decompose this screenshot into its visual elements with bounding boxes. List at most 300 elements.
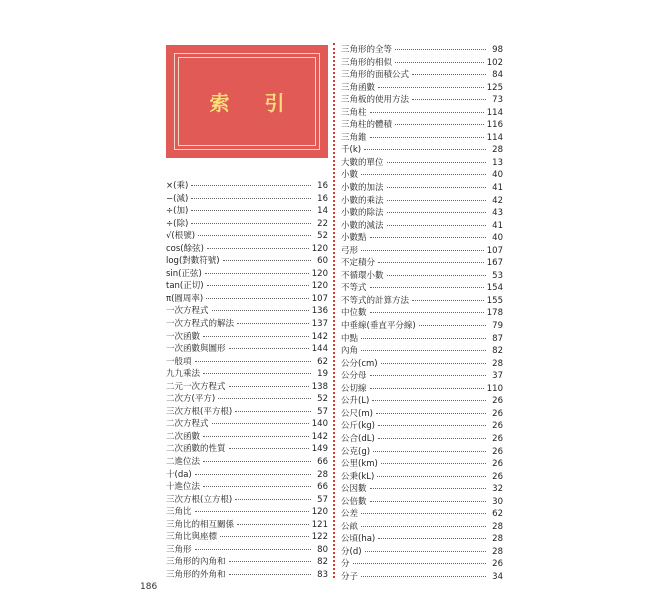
index-entry <box>166 368 328 381</box>
dot-leader <box>203 336 309 337</box>
index-entry <box>166 481 328 494</box>
index-entry <box>166 280 328 293</box>
dot-leader <box>203 461 311 462</box>
dot-leader <box>370 501 486 502</box>
index-page-number: 40 <box>492 233 503 244</box>
dot-leader <box>191 185 311 186</box>
index-term: 小數點 <box>341 233 367 244</box>
index-entry <box>341 132 503 145</box>
index-entry <box>341 533 503 546</box>
index-entry <box>341 483 503 496</box>
index-term: −(減) <box>166 193 189 204</box>
dot-leader <box>191 198 311 199</box>
index-page-number: 79 <box>492 321 503 332</box>
index-entry <box>341 558 503 571</box>
index-entry <box>166 193 328 206</box>
dot-leader <box>203 373 311 374</box>
index-term: ÷(除) <box>166 218 189 229</box>
dot-leader <box>229 386 309 387</box>
index-entry <box>166 381 328 394</box>
index-term: 大數的單位 <box>341 157 384 168</box>
dot-leader <box>378 262 484 263</box>
index-term: 二次方程式 <box>166 419 209 430</box>
dot-leader <box>237 524 309 525</box>
index-page-number: 26 <box>492 559 503 570</box>
index-entry <box>166 218 328 231</box>
index-page-number: 62 <box>317 356 328 367</box>
index-page-number: 57 <box>317 406 328 417</box>
index-term: 公里(km) <box>341 459 378 470</box>
index-entry <box>341 69 503 82</box>
index-entry <box>341 345 503 358</box>
dot-leader <box>361 250 484 251</box>
index-term: tan(正切) <box>166 281 204 292</box>
index-entry <box>341 94 503 107</box>
index-page-number: 122 <box>311 532 328 543</box>
index-page-number: 144 <box>311 344 328 355</box>
index-term: 一般項 <box>166 356 192 367</box>
index-entry <box>166 544 328 557</box>
index-term: 小數的除法 <box>341 208 384 219</box>
index-term: 不等式的計算方法 <box>341 295 410 306</box>
index-entry <box>166 506 328 519</box>
index-entry <box>341 358 503 371</box>
index-entry <box>166 393 328 406</box>
dot-leader <box>365 551 486 552</box>
index-term: 三次方根(立方根) <box>166 494 233 505</box>
index-term: 一次方程式 <box>166 306 209 317</box>
index-page-number: 13 <box>492 157 503 168</box>
dot-leader <box>370 137 484 138</box>
index-term: 小數的減法 <box>341 220 384 231</box>
dot-leader <box>364 149 486 150</box>
index-page-number: 80 <box>317 544 328 555</box>
dot-leader <box>218 398 311 399</box>
index-term: 公分(cm) <box>341 358 378 369</box>
index-term: 公尺(m) <box>341 408 373 419</box>
index-entry <box>341 144 503 157</box>
index-entry <box>166 469 328 482</box>
index-term: 公切線 <box>341 383 367 394</box>
dot-leader <box>381 363 486 364</box>
index-page-number: 37 <box>492 371 503 382</box>
index-page-number: 26 <box>492 408 503 419</box>
dot-leader <box>235 411 311 412</box>
dot-leader <box>395 49 486 50</box>
index-page-number: 120 <box>311 268 328 279</box>
index-entry <box>341 182 503 195</box>
index-page-number: 178 <box>486 308 503 319</box>
index-page-number: 138 <box>311 381 328 392</box>
index-page-number: 66 <box>317 482 328 493</box>
index-page-number: 43 <box>492 208 503 219</box>
index-page-number: 120 <box>311 281 328 292</box>
index-page-number: 136 <box>311 306 328 317</box>
dot-leader <box>378 538 486 539</box>
dot-leader <box>353 563 486 564</box>
index-title-box <box>166 45 328 158</box>
dot-leader <box>387 275 486 276</box>
page-number: 186 <box>140 582 158 592</box>
index-page-number: 34 <box>492 571 503 582</box>
dot-leader <box>207 248 309 249</box>
index-term: 三角形的面積公式 <box>341 70 410 81</box>
index-page-number: 142 <box>311 431 328 442</box>
index-term: 三次方根(平方根) <box>166 406 233 417</box>
index-page-number: 28 <box>492 358 503 369</box>
index-entry <box>166 293 328 306</box>
dot-leader <box>370 312 484 313</box>
dot-leader <box>205 273 309 274</box>
dot-leader <box>361 513 486 514</box>
dot-leader <box>370 375 486 376</box>
index-entry <box>341 333 503 346</box>
dot-leader <box>419 325 486 326</box>
index-term: 分子 <box>341 571 359 582</box>
index-page-number: 26 <box>492 396 503 407</box>
index-page-number: 66 <box>317 457 328 468</box>
index-page-number: 28 <box>492 145 503 156</box>
index-term: ×(乘) <box>166 181 189 191</box>
dot-leader <box>195 549 311 550</box>
index-term: 一次函數與圖形 <box>166 344 226 355</box>
dot-leader <box>378 87 484 88</box>
index-page-number: 16 <box>317 181 328 191</box>
dot-leader <box>195 511 309 512</box>
index-entry <box>341 82 503 95</box>
index-entry <box>341 270 503 283</box>
index-column-right <box>341 44 503 584</box>
index-page-number: 107 <box>311 293 328 304</box>
index-entry <box>166 180 328 193</box>
index-page-number: 53 <box>492 270 503 281</box>
dot-leader <box>370 488 486 489</box>
index-entry <box>341 220 503 233</box>
index-term: 九九乘法 <box>166 369 201 380</box>
index-page-number: 110 <box>486 383 503 394</box>
index-term: 中垂線(垂直平分線) <box>341 321 416 332</box>
index-entry <box>341 395 503 408</box>
dot-leader <box>378 438 486 439</box>
index-entry <box>166 569 328 582</box>
dot-leader <box>235 499 311 500</box>
index-term: 分 <box>341 559 350 570</box>
index-term: 弓形 <box>341 245 359 256</box>
dot-leader <box>376 413 486 414</box>
dot-leader <box>377 476 486 477</box>
dot-leader <box>370 112 484 113</box>
index-term: 二進位法 <box>166 457 201 468</box>
index-entry <box>341 508 503 521</box>
index-term: 小數 <box>341 170 359 181</box>
index-term: 一次函數 <box>166 331 201 342</box>
index-term: 三角形的相似 <box>341 57 393 68</box>
dot-leader <box>395 124 484 125</box>
dot-leader <box>378 425 486 426</box>
index-entry <box>166 255 328 268</box>
dot-leader <box>229 348 309 349</box>
index-term: 三角板的使用方法 <box>341 95 410 106</box>
index-term: log(對數符號) <box>166 256 220 267</box>
index-term: 公克(g) <box>341 446 371 457</box>
index-entry <box>341 257 503 270</box>
index-page-number: 107 <box>486 245 503 256</box>
index-page-number: 116 <box>486 120 503 131</box>
index-entry <box>341 408 503 421</box>
index-entry <box>341 433 503 446</box>
dot-leader <box>373 451 486 452</box>
index-entry <box>166 205 328 218</box>
index-term: 二次函數的性質 <box>166 444 226 455</box>
dot-leader <box>212 310 309 311</box>
index-entry <box>341 383 503 396</box>
index-term: 小數的乘法 <box>341 195 384 206</box>
dot-leader <box>223 260 311 261</box>
index-entry <box>341 57 503 70</box>
index-entry <box>166 343 328 356</box>
index-entry <box>166 243 328 256</box>
index-page-number: 149 <box>311 444 328 455</box>
index-page-number: 28 <box>492 546 503 557</box>
index-entry <box>166 331 328 344</box>
dot-leader <box>237 323 309 324</box>
index-page-number: 16 <box>317 193 328 204</box>
index-term: 十(da) <box>166 469 192 480</box>
index-term: 公升(L) <box>341 396 370 407</box>
dot-leader <box>387 225 486 226</box>
index-entry <box>341 157 503 170</box>
index-term: 三角柱的體積 <box>341 120 393 131</box>
index-page-number: 84 <box>492 70 503 81</box>
index-page-number: 120 <box>311 243 328 254</box>
dot-leader <box>191 210 311 211</box>
index-term: 三角比 <box>166 507 192 518</box>
index-entry <box>166 556 328 569</box>
index-term: 不定積分 <box>341 258 376 269</box>
index-entry <box>341 282 503 295</box>
dot-leader <box>381 463 486 464</box>
index-term: 三角比與座標 <box>166 532 218 543</box>
index-term: 公分母 <box>341 371 367 382</box>
index-entry <box>341 370 503 383</box>
index-term: cos(餘弦) <box>166 243 204 254</box>
index-page-number: 154 <box>486 283 503 294</box>
index-page-number: 125 <box>486 82 503 93</box>
index-entry <box>341 458 503 471</box>
index-page-number: 26 <box>492 471 503 482</box>
index-page-number: 83 <box>317 569 328 580</box>
index-term: 中位數 <box>341 308 367 319</box>
index-term: 公頃(ha) <box>341 534 376 545</box>
index-entry <box>166 305 328 318</box>
index-entry <box>166 406 328 419</box>
index-page-number: 26 <box>492 421 503 432</box>
index-term: 公合(dL) <box>341 433 375 444</box>
index-term: 三角形的全等 <box>341 45 393 55</box>
index-term: 分(d) <box>341 546 362 557</box>
index-page-number: 120 <box>311 507 328 518</box>
dot-leader <box>370 287 484 288</box>
index-term: 三角函數 <box>341 82 376 93</box>
index-page-number: 28 <box>492 534 503 545</box>
index-page-number: 167 <box>486 258 503 269</box>
index-page-number: 142 <box>311 331 328 342</box>
index-entry <box>166 519 328 532</box>
dot-leader <box>195 361 311 362</box>
index-entry <box>341 546 503 559</box>
index-page-number: 155 <box>486 295 503 306</box>
index-term: 三角比的相互關係 <box>166 519 235 530</box>
index-page-number: 114 <box>486 132 503 143</box>
dot-leader <box>387 212 486 213</box>
index-entry <box>341 521 503 534</box>
index-entry <box>166 443 328 456</box>
index-term: 內角 <box>341 346 359 357</box>
dot-leader <box>370 388 484 389</box>
dot-leader <box>361 576 486 577</box>
index-term: sin(正弦) <box>166 268 202 279</box>
index-page-number: 19 <box>317 369 328 380</box>
index-term: 公畝 <box>341 521 359 532</box>
index-entry <box>341 119 503 132</box>
index-term: 一次方程式的解法 <box>166 319 235 330</box>
index-entry <box>166 356 328 369</box>
dot-leader <box>203 436 309 437</box>
index-entry <box>166 418 328 431</box>
index-page-number: 41 <box>492 220 503 231</box>
index-column-left <box>166 180 328 582</box>
dot-leader <box>229 448 309 449</box>
dot-leader <box>387 187 486 188</box>
index-entry <box>341 496 503 509</box>
index-entry <box>166 531 328 544</box>
index-title: 索 引 <box>209 91 299 115</box>
index-entry <box>341 320 503 333</box>
index-page-number: 14 <box>317 206 328 217</box>
index-page-number: 22 <box>317 218 328 229</box>
index-term: π(圓周率) <box>166 293 204 304</box>
index-term: 二元一次方程式 <box>166 381 226 392</box>
column-separator <box>333 43 335 578</box>
index-entry <box>341 307 503 320</box>
dot-leader <box>206 298 309 299</box>
index-page-number: 42 <box>492 195 503 206</box>
index-term: 公斤(kg) <box>341 421 375 432</box>
dot-leader <box>220 536 309 537</box>
index-entry <box>166 431 328 444</box>
dot-leader <box>370 237 486 238</box>
index-page-number: 26 <box>492 433 503 444</box>
dot-leader <box>203 486 311 487</box>
dot-leader <box>229 561 311 562</box>
index-page-number: 60 <box>317 256 328 267</box>
dot-leader <box>361 526 486 527</box>
index-page-number: 32 <box>492 484 503 495</box>
index-page-number: 52 <box>317 231 328 242</box>
index-entry <box>166 456 328 469</box>
index-page-number: 98 <box>492 45 503 55</box>
dot-leader <box>412 99 486 100</box>
index-entry <box>341 245 503 258</box>
index-entry <box>166 494 328 507</box>
index-page-number: 87 <box>492 333 503 344</box>
index-term: 三角柱 <box>341 107 367 118</box>
index-entry <box>341 195 503 208</box>
dot-leader <box>361 350 486 351</box>
index-page-number: 62 <box>492 509 503 520</box>
dot-leader <box>229 574 311 575</box>
dot-leader <box>372 400 486 401</box>
index-page-number: 28 <box>492 521 503 532</box>
dot-leader <box>361 174 486 175</box>
index-entry <box>341 295 503 308</box>
dot-leader <box>395 62 484 63</box>
index-page-number: 57 <box>317 494 328 505</box>
index-page-number: 30 <box>492 496 503 507</box>
dot-leader <box>387 200 486 201</box>
index-term: 不循環小數 <box>341 270 384 281</box>
index-term: 中點 <box>341 333 359 344</box>
index-page-number: 52 <box>317 394 328 405</box>
index-entry <box>341 107 503 120</box>
dot-leader <box>195 474 311 475</box>
index-term: 公秉(kL) <box>341 471 375 482</box>
dot-leader <box>212 423 309 424</box>
index-page-number: 73 <box>492 95 503 106</box>
index-entry <box>166 318 328 331</box>
index-page-number: 137 <box>311 319 328 330</box>
index-page-number: 41 <box>492 183 503 194</box>
index-term: 公倍數 <box>341 496 367 507</box>
index-entry <box>341 44 503 57</box>
index-page-number: 82 <box>492 346 503 357</box>
index-page-number: 26 <box>492 446 503 457</box>
index-term: 二次函數 <box>166 431 201 442</box>
index-entry <box>166 268 328 281</box>
dot-leader <box>191 223 311 224</box>
index-term: ÷(加) <box>166 206 189 217</box>
index-entry <box>341 232 503 245</box>
index-term: 小數的加法 <box>341 183 384 194</box>
index-page-number: 121 <box>311 519 328 530</box>
index-entry <box>341 571 503 584</box>
index-term: 二次方(平方) <box>166 394 216 405</box>
index-term: √(根號) <box>166 231 196 242</box>
index-term: 三角錐 <box>341 132 367 143</box>
dot-leader <box>412 74 486 75</box>
index-entry <box>341 420 503 433</box>
index-entry <box>166 230 328 243</box>
dot-leader <box>412 300 484 301</box>
dot-leader <box>198 235 311 236</box>
index-term: 公差 <box>341 509 359 520</box>
index-entry <box>341 207 503 220</box>
index-page-number: 40 <box>492 170 503 181</box>
index-term: 不等式 <box>341 283 367 294</box>
index-entry <box>341 169 503 182</box>
index-page-number: 26 <box>492 459 503 470</box>
index-entry <box>341 446 503 459</box>
index-entry <box>341 471 503 484</box>
index-term: 千(k) <box>341 145 362 156</box>
index-page-number: 114 <box>486 107 503 118</box>
index-page-number: 82 <box>317 557 328 568</box>
dot-leader <box>387 162 486 163</box>
index-term: 三角形的內角和 <box>166 557 226 568</box>
index-term: 三角形的外角和 <box>166 569 226 580</box>
dot-leader <box>361 338 486 339</box>
index-page-number: 102 <box>486 57 503 68</box>
